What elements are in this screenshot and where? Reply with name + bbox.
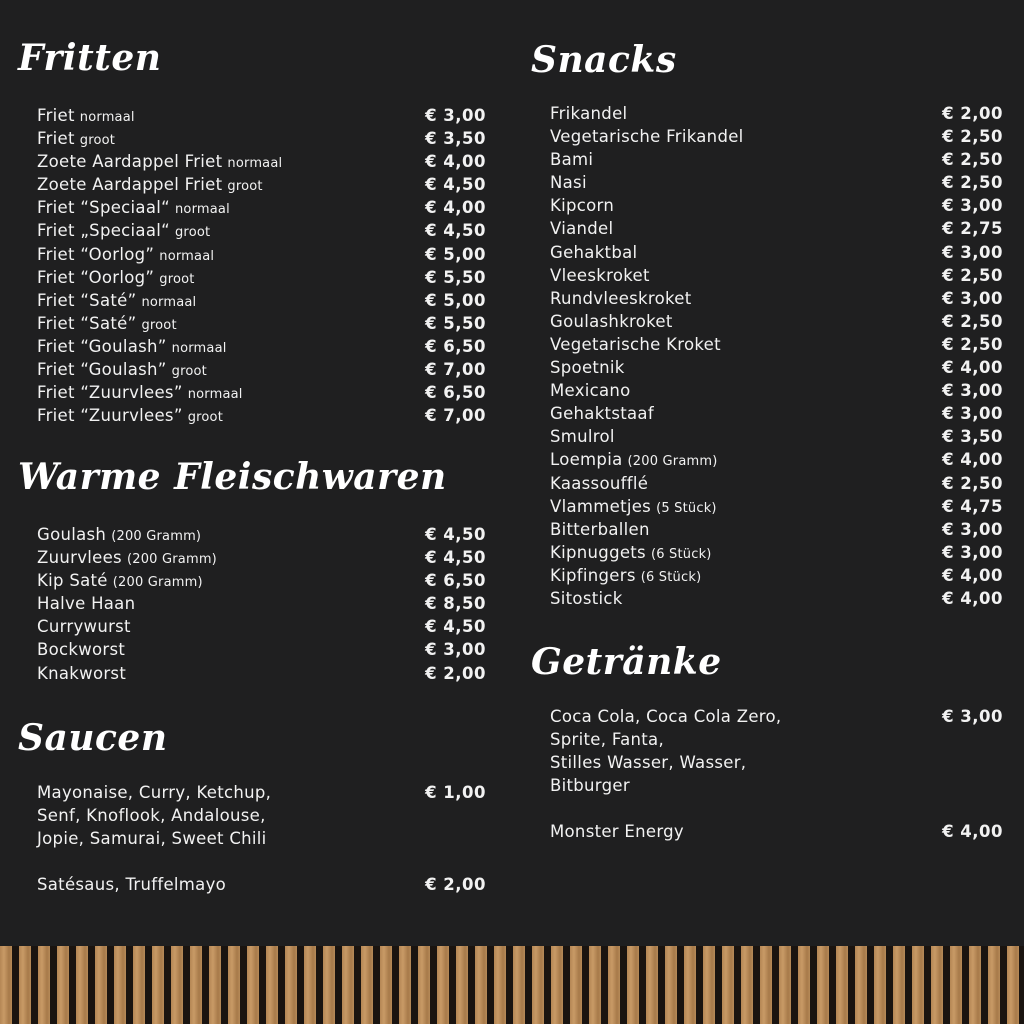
menu-item-size: normaal bbox=[187, 387, 243, 403]
section-getraenke bbox=[531, 640, 1003, 842]
menu-item-label bbox=[37, 312, 177, 337]
menu-item bbox=[37, 381, 486, 404]
menu-item-label bbox=[37, 569, 203, 594]
menu-item-price: € 3,50 bbox=[425, 129, 486, 149]
menu-item-name: Goulashkroket bbox=[550, 311, 673, 331]
item-list-saucen bbox=[37, 781, 486, 896]
menu-item-size: (6 Stück) bbox=[640, 569, 702, 585]
menu-item-price: € 3,00 bbox=[942, 404, 1003, 424]
menu-item-price: € 2,50 bbox=[942, 150, 1003, 170]
menu-item-label bbox=[550, 148, 593, 171]
menu-item bbox=[550, 402, 1003, 425]
menu-item-name: Loempia bbox=[550, 450, 623, 470]
menu-item-price: € 4,50 bbox=[425, 548, 486, 568]
menu-item-price: € 3,00 bbox=[425, 640, 486, 660]
menu-item bbox=[37, 243, 486, 266]
menu-item bbox=[550, 518, 1003, 541]
menu-item-label bbox=[37, 335, 227, 360]
drink-line: Sprite, Fanta, bbox=[550, 730, 664, 750]
menu-item-name: Kip Saté bbox=[37, 571, 108, 591]
menu-item-name: Zoete Aardappel Friet bbox=[37, 175, 223, 195]
menu-item-label bbox=[37, 381, 243, 406]
menu-item-size: groot bbox=[141, 317, 177, 333]
menu-item-label bbox=[550, 102, 627, 125]
menu-item-name: Gehaktbal bbox=[550, 242, 638, 262]
menu-item-label bbox=[37, 127, 115, 152]
menu-item-name: Vleeskroket bbox=[550, 265, 650, 285]
menu-item-label bbox=[550, 194, 614, 217]
menu-item bbox=[550, 425, 1003, 448]
sauce-group-names bbox=[37, 873, 226, 896]
menu-item-size: groot bbox=[159, 271, 195, 287]
section-title-snacks: Snacks bbox=[531, 39, 677, 81]
menu-item-label bbox=[550, 495, 717, 520]
menu-item-size: (200 Gramm) bbox=[627, 454, 718, 470]
section-title-saucen: Saucen bbox=[18, 717, 168, 759]
menu-item bbox=[550, 241, 1003, 264]
menu-item-label bbox=[37, 523, 201, 548]
sauce-price: € 1,00 bbox=[425, 783, 486, 802]
menu-item bbox=[37, 569, 486, 592]
menu-item-size: normaal bbox=[227, 156, 283, 172]
section-fritten bbox=[18, 36, 486, 426]
menu-item-name: Currywurst bbox=[37, 617, 131, 637]
menu-item-size: normaal bbox=[79, 110, 135, 125]
menu-item-name: Vlammetjes bbox=[550, 496, 652, 516]
menu-item-price: € 2,50 bbox=[942, 334, 1003, 354]
menu-item-name: Bami bbox=[550, 150, 594, 170]
menu-item-label bbox=[37, 289, 196, 314]
menu-item bbox=[550, 356, 1003, 379]
menu-item-label bbox=[37, 104, 135, 129]
menu-item bbox=[550, 379, 1003, 402]
section-saucen bbox=[18, 716, 486, 895]
item-list-fritten bbox=[37, 104, 486, 427]
menu-item-price: € 3,00 bbox=[942, 542, 1003, 562]
menu-item-price: € 2,50 bbox=[942, 127, 1003, 147]
menu-item-name: Friet “Oorlog” bbox=[37, 267, 155, 287]
menu-item bbox=[37, 592, 486, 615]
menu-item-label bbox=[550, 564, 701, 589]
menu-item-name: Friet “Zuurvlees” bbox=[37, 383, 183, 403]
menu-item bbox=[37, 104, 486, 127]
menu-item-price: € 3,00 bbox=[942, 196, 1003, 216]
menu-item bbox=[550, 587, 1003, 610]
menu-item bbox=[550, 125, 1003, 148]
menu-item-label bbox=[550, 217, 613, 240]
menu-item-size: groot bbox=[227, 179, 263, 195]
menu-item-price: € 4,50 bbox=[425, 221, 486, 241]
menu-item-price: € 4,75 bbox=[942, 496, 1003, 516]
menu-item bbox=[37, 615, 486, 638]
drink-line: Bitburger bbox=[550, 776, 630, 796]
menu-item-price: € 6,50 bbox=[425, 571, 486, 591]
item-list-getraenke bbox=[550, 705, 1003, 843]
menu-item-name: Gehaktstaaf bbox=[550, 404, 654, 424]
menu-item-size: (5 Stück) bbox=[656, 500, 717, 516]
sauce-line: Satésaus, Truffelmayo bbox=[37, 875, 227, 895]
menu-item bbox=[550, 448, 1003, 471]
menu-item-label bbox=[550, 241, 637, 264]
sauce-price: € 2,00 bbox=[425, 875, 486, 895]
sauce-line: Senf, Knoflook, Andalouse, bbox=[37, 806, 266, 826]
menu-item bbox=[37, 127, 486, 150]
menu-item bbox=[550, 333, 1003, 356]
menu-item bbox=[550, 217, 1003, 240]
menu-item-price: € 2,75 bbox=[942, 219, 1003, 239]
menu-item-name: Rundvleeskroket bbox=[550, 288, 692, 308]
menu-item bbox=[37, 312, 486, 335]
menu-item bbox=[37, 358, 486, 381]
menu-item-label bbox=[37, 150, 282, 175]
drink-group bbox=[550, 705, 1003, 797]
menu-item-label bbox=[550, 264, 650, 287]
menu-item-price: € 7,00 bbox=[425, 406, 486, 426]
menu-item-name: Kipfingers bbox=[550, 565, 636, 585]
menu-item-name: Frikandel bbox=[550, 104, 628, 123]
drink-price: € 4,00 bbox=[942, 822, 1003, 842]
menu-item-label bbox=[37, 592, 135, 615]
sauce-group bbox=[37, 781, 486, 850]
menu-item-label bbox=[550, 379, 631, 402]
sauce-line: Jopie, Samurai, Sweet Chili bbox=[37, 829, 267, 849]
drink-line: Stilles Wasser, Wasser, bbox=[550, 753, 747, 773]
menu-item-price: € 2,50 bbox=[942, 265, 1003, 285]
menu-item-name: Friet “Goulash” bbox=[37, 360, 167, 380]
menu-item bbox=[37, 150, 486, 173]
menu-item-name: Bockworst bbox=[37, 640, 126, 660]
menu-item-size: groot bbox=[171, 364, 207, 380]
menu-item-price: € 4,00 bbox=[942, 450, 1003, 470]
menu-item-price: € 2,50 bbox=[942, 173, 1003, 193]
menu-item bbox=[550, 287, 1003, 310]
menu-item-label bbox=[550, 356, 625, 379]
menu-item-name: Nasi bbox=[550, 173, 587, 193]
item-list-warme-fleischwaren bbox=[37, 523, 486, 685]
menu-item bbox=[550, 495, 1003, 518]
sauce-line: Mayonaise, Curry, Ketchup, bbox=[37, 783, 272, 802]
menu-item-label bbox=[37, 173, 263, 198]
menu-item bbox=[550, 472, 1003, 495]
menu-item bbox=[37, 196, 486, 219]
menu-item-label bbox=[550, 287, 692, 310]
menu-item-label bbox=[37, 358, 207, 383]
menu-item-size: (200 Gramm) bbox=[112, 575, 203, 591]
menu-item bbox=[550, 264, 1003, 287]
menu-item-name: Kipcorn bbox=[550, 196, 615, 216]
menu-item bbox=[37, 523, 486, 546]
menu-item-price: € 4,00 bbox=[942, 588, 1003, 608]
menu-item bbox=[37, 289, 486, 312]
menu-item bbox=[550, 171, 1003, 194]
menu-item bbox=[37, 546, 486, 569]
drink-group-names bbox=[550, 705, 781, 797]
menu-item bbox=[37, 219, 486, 242]
menu-item-price: € 3,00 bbox=[942, 242, 1003, 262]
menu-item-name: Vegetarische Kroket bbox=[550, 334, 721, 354]
menu-item-price: € 4,00 bbox=[942, 565, 1003, 585]
menu-item-price: € 2,00 bbox=[425, 663, 486, 683]
menu-item-price: € 2,50 bbox=[942, 311, 1003, 331]
menu-item bbox=[37, 638, 486, 661]
menu-item-name: Goulash bbox=[37, 525, 107, 544]
wood-slat-footer bbox=[0, 946, 1024, 1024]
menu-item-label bbox=[37, 662, 126, 685]
menu-item-name: Friet “Oorlog” bbox=[37, 244, 155, 264]
menu-item bbox=[550, 148, 1003, 171]
menu-item-name: Zuurvlees bbox=[37, 548, 122, 568]
menu-item bbox=[550, 541, 1003, 564]
menu-item-label bbox=[550, 425, 615, 448]
menu-item-label bbox=[550, 541, 712, 566]
menu-item-name: Friet “Saté” bbox=[37, 313, 137, 333]
menu-item-label bbox=[37, 546, 217, 571]
menu-item-size: normaal bbox=[171, 340, 227, 356]
menu-item-name: Kaassoufflé bbox=[550, 473, 649, 493]
menu-item-name: Vegetarische Frikandel bbox=[550, 127, 744, 147]
menu-item-price: € 4,00 bbox=[425, 152, 486, 172]
section-snacks bbox=[531, 38, 1003, 608]
drink-group bbox=[550, 820, 1003, 843]
menu-item-label bbox=[37, 404, 223, 429]
section-title-warme-fleischwaren: Warme Fleischwaren bbox=[18, 456, 447, 498]
sauce-group-names bbox=[37, 781, 271, 850]
menu-item-price: € 3,00 bbox=[942, 288, 1003, 308]
menu-item-price: € 4,50 bbox=[425, 175, 486, 195]
menu-item-size: (200 Gramm) bbox=[126, 552, 217, 568]
menu-item bbox=[37, 404, 486, 427]
menu-item-label bbox=[37, 266, 195, 291]
menu-item-label bbox=[550, 402, 654, 425]
menu-item bbox=[550, 310, 1003, 333]
menu-item-price: € 4,00 bbox=[942, 358, 1003, 378]
menu-item-size: groot bbox=[174, 225, 211, 241]
menu-item-name: Mexicano bbox=[550, 381, 631, 401]
menu-item-name: Friet “Saté” bbox=[37, 290, 137, 310]
menu-item-size: groot bbox=[187, 410, 224, 426]
menu-item-price: € 3,00 bbox=[425, 106, 486, 125]
menu-item-name: Spoetnik bbox=[550, 358, 625, 378]
drink-line: Monster Energy bbox=[550, 822, 685, 842]
menu-item-name: Friet bbox=[37, 129, 75, 149]
menu-item-label bbox=[550, 472, 648, 495]
menu-item-price: € 2,50 bbox=[942, 473, 1003, 493]
menu-item-label bbox=[550, 448, 718, 473]
menu-item bbox=[37, 266, 486, 289]
drink-group-names bbox=[550, 820, 684, 843]
menu-item-label bbox=[550, 587, 623, 610]
menu-item-name: Zoete Aardappel Friet bbox=[37, 152, 223, 172]
menu-item-size: normaal bbox=[159, 248, 215, 264]
menu-item-size: normaal bbox=[174, 202, 230, 218]
menu-item bbox=[37, 335, 486, 358]
drink-price: € 3,00 bbox=[942, 707, 1003, 726]
item-list-snacks bbox=[550, 102, 1003, 610]
menu-item bbox=[550, 102, 1003, 125]
section-title-fritten: Fritten bbox=[18, 37, 162, 79]
menu-item-label bbox=[37, 638, 125, 661]
menu-item-price: € 4,50 bbox=[425, 617, 486, 637]
menu-item-price: € 3,50 bbox=[942, 427, 1003, 447]
menu-item-label bbox=[550, 333, 721, 356]
menu-item-name: Friet „Speciaal“ bbox=[37, 221, 170, 241]
menu-item-price: € 8,50 bbox=[425, 594, 486, 614]
menu-item-price: € 2,00 bbox=[942, 104, 1003, 123]
menu-item-name: Friet bbox=[37, 106, 75, 125]
menu-item-size: (6 Stück) bbox=[650, 546, 712, 562]
menu-item-name: Bitterballen bbox=[550, 519, 650, 539]
menu-item-price: € 4,50 bbox=[425, 525, 486, 544]
menu-item-label bbox=[550, 125, 744, 148]
menu-item bbox=[37, 173, 486, 196]
drink-line: Coca Cola, Coca Cola Zero, bbox=[550, 707, 782, 726]
menu-item-label bbox=[37, 615, 131, 638]
menu-item-price: € 4,00 bbox=[425, 198, 486, 218]
menu-item-name: Sitostick bbox=[550, 588, 623, 608]
menu-item-size: normaal bbox=[141, 294, 197, 310]
menu-item-size: (200 Gramm) bbox=[111, 529, 202, 544]
menu-item-name: Kipnuggets bbox=[550, 542, 646, 562]
menu-item-price: € 5,00 bbox=[425, 244, 486, 264]
menu-item-size: groot bbox=[79, 133, 116, 149]
menu-item-name: Viandel bbox=[550, 219, 614, 239]
menu-item-price: € 6,50 bbox=[425, 383, 486, 403]
menu-item-price: € 5,00 bbox=[425, 290, 486, 310]
menu-item-label bbox=[550, 310, 673, 333]
menu-item-price: € 6,50 bbox=[425, 336, 486, 356]
menu-item-price: € 7,00 bbox=[425, 360, 486, 380]
menu-item-label bbox=[37, 243, 214, 268]
menu-item-name: Knakworst bbox=[37, 663, 127, 683]
menu-item-price: € 5,50 bbox=[425, 267, 486, 287]
menu-item-label bbox=[37, 219, 210, 244]
menu-item-price: € 3,00 bbox=[942, 519, 1003, 539]
menu-item-name: Friet “Goulash” bbox=[37, 336, 167, 356]
menu-item-price: € 3,00 bbox=[942, 381, 1003, 401]
menu-item bbox=[550, 194, 1003, 217]
menu-item-name: Smulrol bbox=[550, 427, 615, 447]
section-warme-fleischwaren bbox=[18, 455, 486, 683]
section-title-getraenke: Getränke bbox=[531, 641, 722, 683]
menu-item-label bbox=[37, 196, 230, 221]
menu-item-name: Halve Haan bbox=[37, 594, 136, 614]
menu-item-name: Friet “Speciaal“ bbox=[37, 198, 170, 218]
sauce-group bbox=[37, 873, 486, 896]
menu-item-price: € 5,50 bbox=[425, 313, 486, 333]
menu-item bbox=[550, 564, 1003, 587]
menu-item-name: Friet “Zuurvlees” bbox=[37, 406, 183, 426]
menu-item-label bbox=[550, 518, 650, 541]
menu-item bbox=[37, 662, 486, 685]
menu-item-label bbox=[550, 171, 587, 194]
